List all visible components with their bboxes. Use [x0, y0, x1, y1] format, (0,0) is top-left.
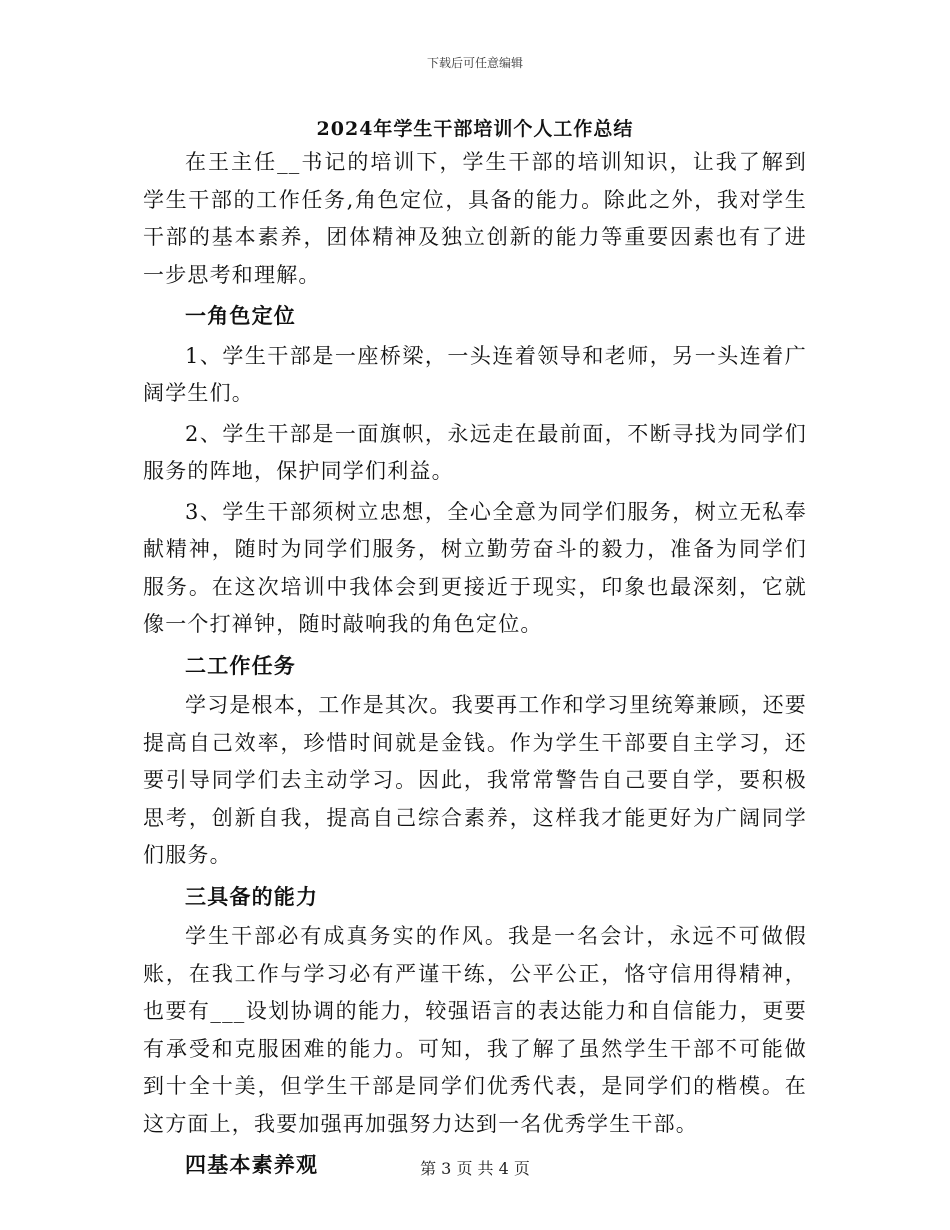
section-heading-role: 一角色定位: [185, 303, 296, 328]
intro-paragraph: 在王主任__书记的培训下，学生干部的培训知识，让我了解到学生干部的工作任务,角色定位，具备的能力。除此之外，我对学生干部的基本素养，团体精神及独立创新的能力等重要因素也有了进一步思考和理解。: [143, 150, 807, 287]
paragraph: 学生干部必有成真务实的作风。我是一名会计，永远不可做假账，在我工作与学习必有严谨干练，公平公正，恪守信用得精神，也要有___设划协调的能力，较强语言的表达能力和自信能力，更要有承受和克服困难的能力。可知，我了解了虽然学生干部不可能做到十全十美，但学生干部是同学们优秀代表，是同学们的楷模。在这方面上，我要加强再加强努力达到一名优秀学生干部。: [143, 924, 807, 1136]
section-heading-literacy: 四基本素养观: [185, 1152, 319, 1177]
paragraph: 3、学生干部须树立忠想，全心全意为同学们服务，树立无私奉献精神，随时为同学们服务，树立勤劳奋斗的毅力，准备为同学们服务。在这次培训中我体会到更接近于现实，印象也最深刻，它就像一个打禅钟，随时敲响我的角色定位。: [143, 499, 807, 636]
document-body: [143, 144, 807, 1187]
paragraph: 2、学生干部是一面旗帜，永远走在最前面，不断寻找为同学们服务的阵地，保护同学们利益。: [143, 421, 807, 483]
page-header-note: 下载后可任意编辑: [426, 56, 523, 70]
page-number: 第 3 页 共 4 页: [420, 1159, 530, 1178]
section-heading-tasks: 二工作任务: [185, 652, 296, 678]
section-heading-abilities: 三具备的能力: [185, 883, 319, 909]
paragraph: 1、学生干部是一座桥梁，一头连着领导和老师，另一头连着广阔学生们。: [143, 343, 807, 405]
paragraph: 学习是根本，工作是其次。我要再工作和学习里统筹兼顾，还要提高自己效率，珍惜时间就是金钱。作为学生干部要自主学习，还要引导同学们去主动学习。因此，我常常警告自己要自学，要积极思考，创新自我，提高自己综合素养，这样我才能更好为广阔同学们服务。: [143, 693, 807, 867]
page-title: 2024年学生干部培训个人工作总结: [316, 118, 634, 140]
